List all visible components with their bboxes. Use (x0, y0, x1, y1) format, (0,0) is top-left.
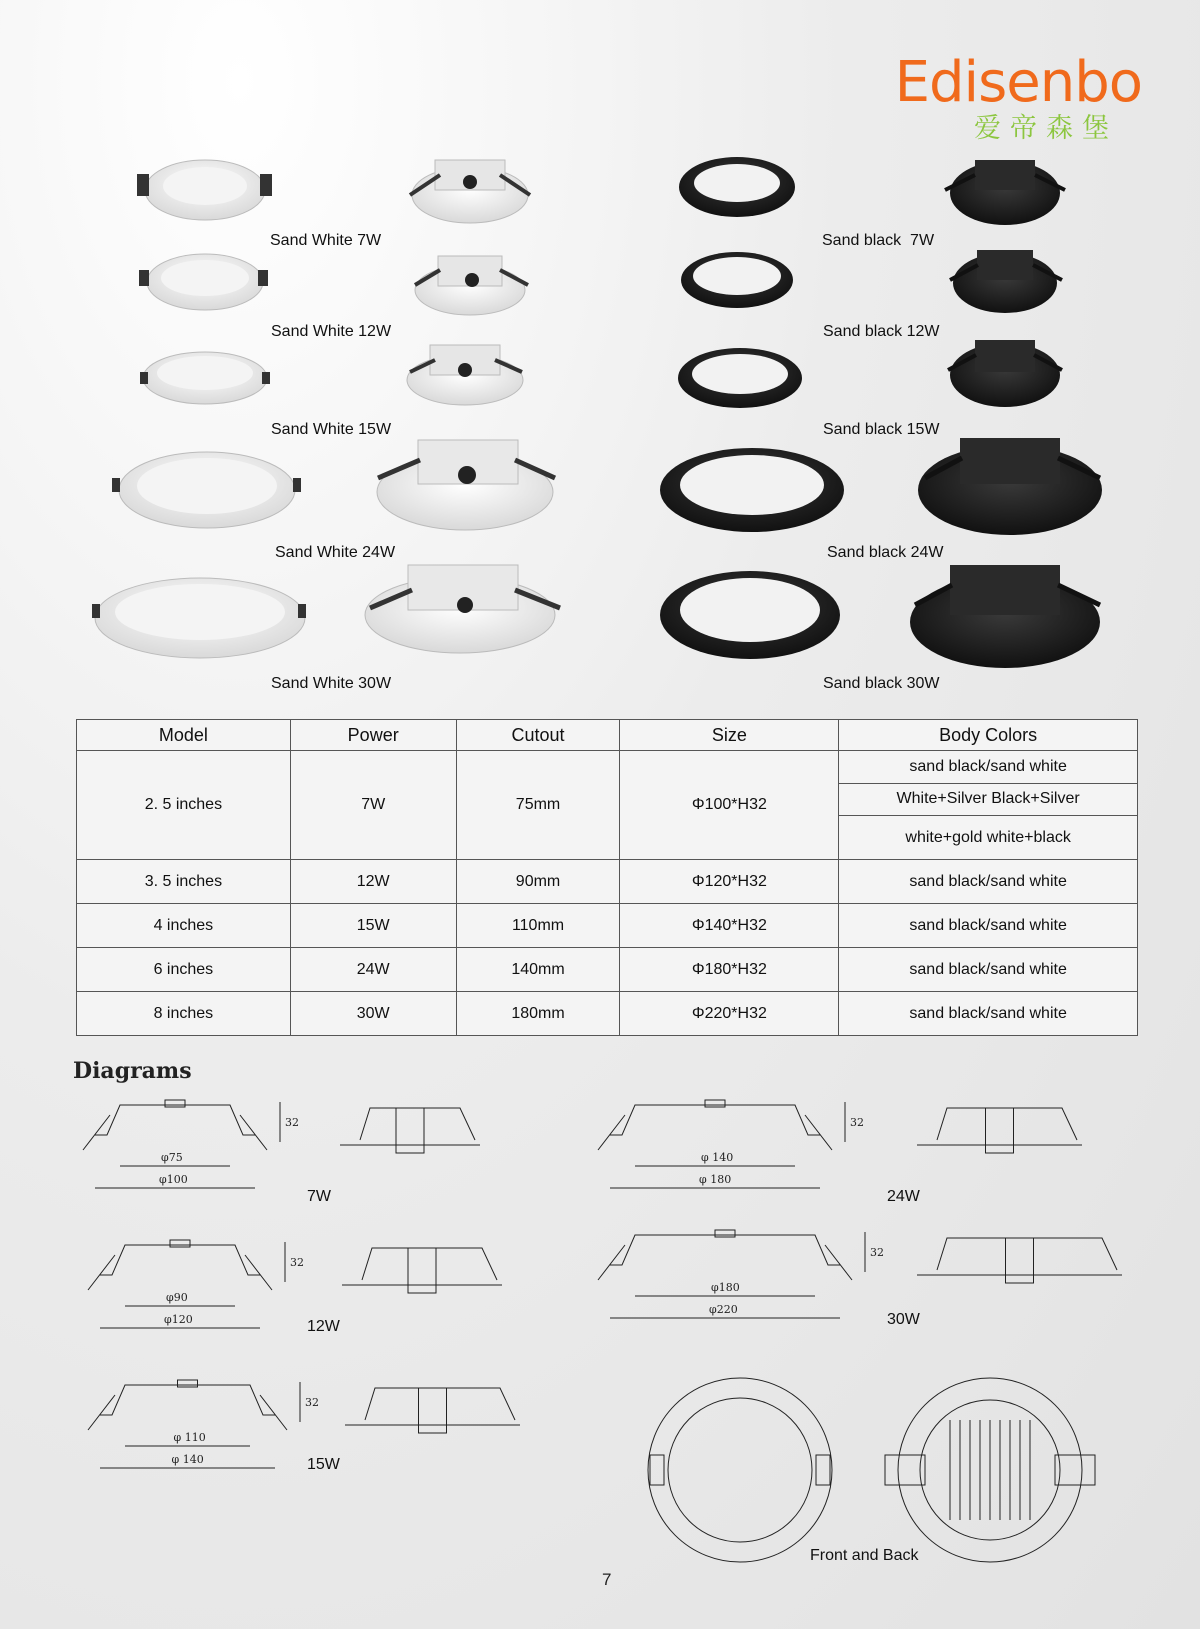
cell-colors: sand black/sand white (839, 904, 1138, 948)
diagrams-title: Diagrams (73, 1058, 192, 1084)
side-view-body (342, 1248, 502, 1285)
cell-size: Φ180*H32 (620, 948, 839, 992)
cell-power: 24W (290, 948, 456, 992)
cell-model: 2. 5 inches (77, 751, 291, 860)
front-back-label: Front and Back (810, 1547, 919, 1564)
cell-cutout: 140mm (456, 948, 620, 992)
side-view-body (917, 1238, 1122, 1275)
cell-power: 12W (290, 860, 456, 904)
diagram-clip (705, 1100, 725, 1107)
diagram-spring (83, 1115, 110, 1150)
diagram-spring (245, 1255, 272, 1290)
diagram-profile (610, 1105, 820, 1135)
diagram-spring (88, 1255, 115, 1290)
cell-model: 6 inches (77, 948, 291, 992)
front-view-outer (648, 1378, 832, 1562)
cell-power: 15W (290, 904, 456, 948)
caption-black-30w: Sand black 30W (823, 675, 940, 692)
caption-white-30w: Sand White 30W (271, 675, 392, 692)
cell-colors: sand black/sand white (839, 948, 1138, 992)
page-number: 7 (602, 1570, 612, 1589)
cell-colors: sand black/sand white (839, 992, 1138, 1036)
header-power: Power (290, 720, 456, 751)
side-view-driver (419, 1388, 447, 1433)
caption-white-7w: Sand White 7W (270, 232, 382, 249)
header-size: Size (620, 720, 839, 751)
side-view-driver (1006, 1238, 1034, 1283)
cell-size: Φ100*H32 (620, 751, 839, 860)
diagram-height-label: 32 (285, 1116, 299, 1129)
diagram-inner-label: φ 140 (701, 1151, 734, 1164)
diagram-profile (100, 1245, 260, 1275)
cell-colors: sand black/sand white (839, 860, 1138, 904)
front-view-inner (668, 1398, 812, 1542)
cell-colors: white+gold white+black (839, 816, 1138, 860)
diagram-inner-label: φ 110 (173, 1431, 206, 1444)
diagram-label-12w: 12W (307, 1318, 340, 1335)
diagram-spring (825, 1245, 852, 1280)
header-model: Model (77, 720, 291, 751)
cell-colors: White+Silver Black+Silver (839, 783, 1138, 816)
diagram-clip (165, 1100, 185, 1107)
diagram-height-label: 32 (290, 1256, 304, 1269)
diagram-spring (88, 1395, 115, 1430)
diagram-outer-label: φ 180 (699, 1173, 732, 1186)
cell-size: Φ120*H32 (620, 860, 839, 904)
diagram-profile (100, 1385, 275, 1415)
side-view-body (917, 1108, 1082, 1145)
cell-model: 8 inches (77, 992, 291, 1036)
diagram-spring (598, 1115, 625, 1150)
diagram-clip (715, 1230, 735, 1237)
diagram-label-30w: 30W (887, 1311, 920, 1328)
diagram-inner-label: φ90 (166, 1291, 188, 1304)
caption-white-15w: Sand White 15W (271, 421, 392, 438)
diagram-spring (805, 1115, 832, 1150)
caption-black-7w: Sand black 7W (822, 232, 935, 249)
diagram-height-label: 32 (870, 1246, 884, 1259)
diagram-outer-label: φ120 (164, 1313, 193, 1326)
diagram-height-label: 32 (305, 1396, 319, 1409)
diagram-inner-label: φ75 (161, 1151, 183, 1164)
cell-model: 3. 5 inches (77, 860, 291, 904)
diagram-spring (240, 1115, 267, 1150)
brand-subtitle: 爱帝森堡 (974, 113, 1118, 144)
caption-white-12w: Sand White 12W (271, 323, 392, 340)
diagram-height-label: 32 (850, 1116, 864, 1129)
caption-black-24w: Sand black 24W (827, 544, 944, 561)
diagram-spring (260, 1395, 287, 1430)
cell-power: 30W (290, 992, 456, 1036)
diagram-clip (178, 1380, 198, 1387)
cell-model: 4 inches (77, 904, 291, 948)
diagram-profile (95, 1105, 255, 1135)
back-view-spring (1055, 1455, 1095, 1485)
diagram-label-24w: 24W (887, 1188, 920, 1205)
caption-white-24w: Sand White 24W (275, 544, 396, 561)
diagram-inner-label: φ180 (711, 1281, 740, 1294)
header-cutout: Cutout (456, 720, 620, 751)
side-view-body (340, 1108, 480, 1145)
front-view-clip (816, 1455, 830, 1485)
diagram-outer-label: φ220 (709, 1303, 738, 1316)
caption-black-12w: Sand black 12W (823, 323, 940, 340)
header-body-colors: Body Colors (839, 720, 1138, 751)
cell-size: Φ140*H32 (620, 904, 839, 948)
diagram-outer-label: φ 140 (171, 1453, 204, 1466)
cell-power: 7W (290, 751, 456, 860)
cell-cutout: 180mm (456, 992, 620, 1036)
front-view-clip (650, 1455, 664, 1485)
caption-black-15w: Sand black 15W (823, 421, 940, 438)
diagram-label-7w: 7W (307, 1188, 331, 1205)
side-view-body (345, 1388, 520, 1425)
diagram-outer-label: φ100 (159, 1173, 188, 1186)
side-view-driver (408, 1248, 436, 1293)
cell-cutout: 75mm (456, 751, 620, 860)
diagram-label-15w: 15W (307, 1456, 340, 1473)
diagram-clip (170, 1240, 190, 1247)
side-view-driver (986, 1108, 1014, 1153)
diagram-profile (610, 1235, 840, 1265)
brand-logo: Edisenbo (894, 50, 1142, 115)
side-view-driver (396, 1108, 424, 1153)
diagram-spring (598, 1245, 625, 1280)
cell-cutout: 110mm (456, 904, 620, 948)
cell-cutout: 90mm (456, 860, 620, 904)
back-view-spring (885, 1455, 925, 1485)
cell-colors: sand black/sand white (839, 751, 1138, 784)
cell-size: Φ220*H32 (620, 992, 839, 1036)
